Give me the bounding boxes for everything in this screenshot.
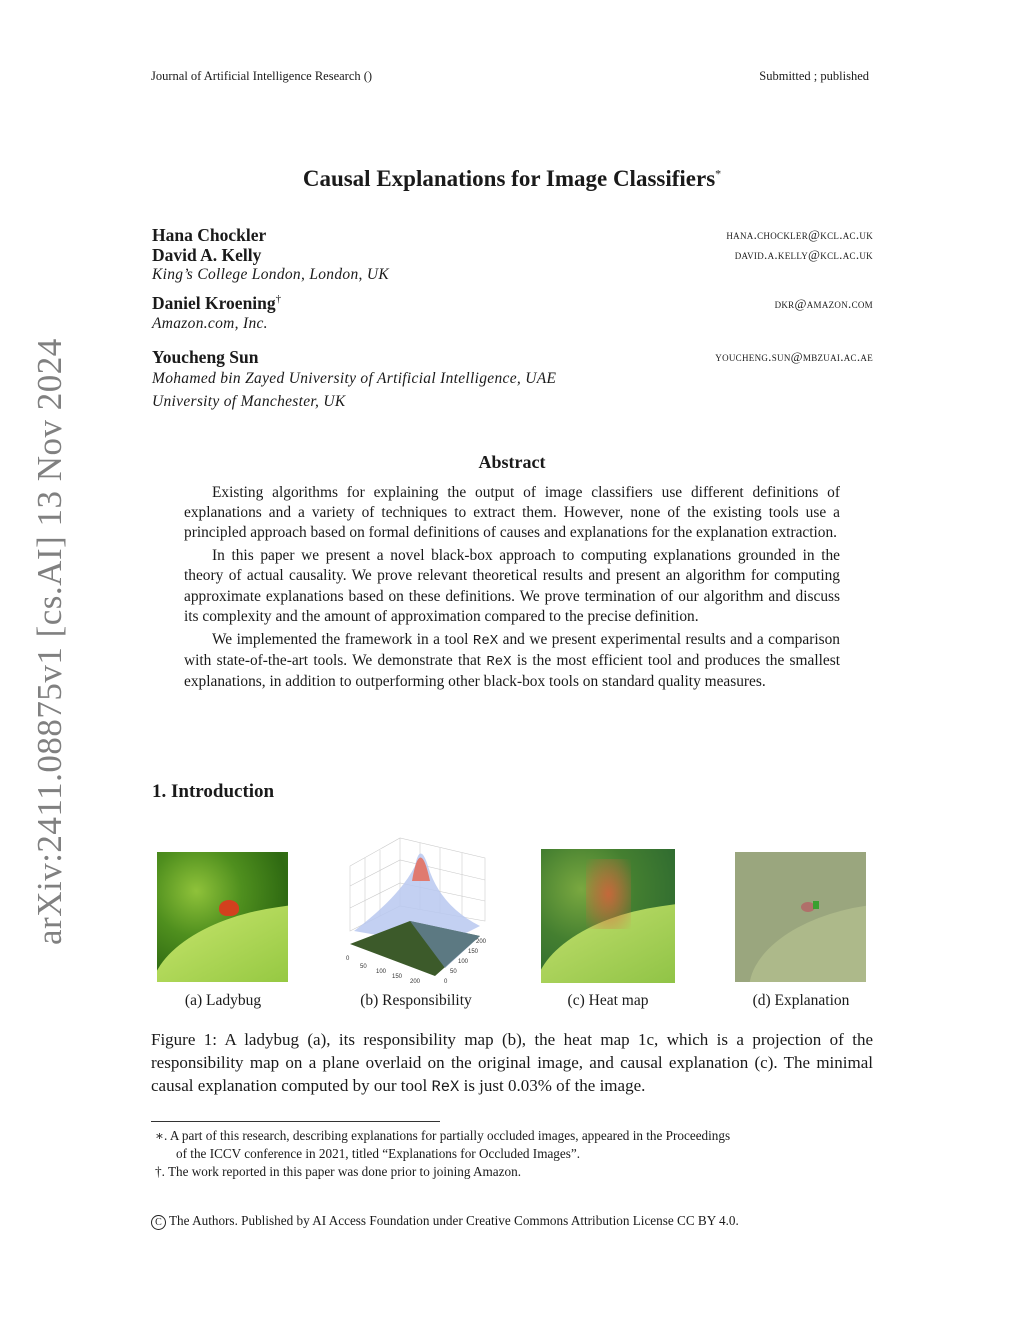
- author-name: Youcheng Sun: [152, 347, 259, 367]
- x-tick: 150: [392, 974, 403, 980]
- author-affiliation: University of Manchester, UK: [152, 393, 346, 410]
- author-affiliation: Amazon.com, Inc.: [152, 315, 268, 332]
- author-email[interactable]: youcheng.sun@mbzuai.ac.ae: [715, 349, 873, 364]
- footnote: [155, 1127, 873, 1181]
- tool-name: ReX: [472, 632, 499, 649]
- responsibility-3d-plot: [340, 836, 492, 988]
- footnote-text: The work reported in this paper was done prior to joining Amazon.: [167, 1164, 522, 1179]
- author-affiliation: King’s College London, London, UK: [152, 266, 389, 283]
- arxiv-identifier: arXiv:2411.08875v1 [cs.AI] 13 Nov 2024: [30, 338, 69, 945]
- abstract-paragraph: [184, 630, 840, 693]
- ladybug-icon: [219, 900, 239, 916]
- footnote-mark: ∗.: [155, 1128, 168, 1143]
- abstract-paragraph: In this paper we present a novel black-box approach to computing explanations grounded in the theory of actual causality. We prove relevant theoretical results and present an algorithm for computing approximate explanations based on these definitions. We prove termination of our algorithm and discuss its complexity and the amount of approximation compared to the precise definition.: [184, 547, 840, 625]
- ladybug-image: [157, 852, 288, 982]
- x-tick: 0: [346, 956, 350, 962]
- y-tick: 0: [444, 979, 448, 985]
- abstract-body: [184, 483, 840, 695]
- subcaption: (c) Heat map: [567, 992, 649, 1009]
- text: and we present experimental results and a comparison with state-of-the-art tools. We demonstrate that: [184, 630, 840, 669]
- journal-header: Journal of Artificial Intelligence Research (): [151, 69, 373, 83]
- text: is just 0.03% of the image.: [459, 1076, 646, 1095]
- section-heading: 1. Introduction: [152, 781, 275, 802]
- footnote-rule: [151, 1121, 440, 1122]
- paper-title: [0, 166, 1024, 192]
- footnote-text: A part of this research, describing explanations for partially occluded images, appeared in the Proceedings: [169, 1128, 731, 1143]
- footnote-mark: †.: [155, 1164, 165, 1179]
- tool-name: ReX: [431, 1078, 460, 1096]
- copyright-notice: [151, 1213, 739, 1230]
- author-name: Hana Chockler: [152, 225, 267, 245]
- subcaption: (d) Explanation: [752, 992, 850, 1009]
- x-tick: 100: [376, 969, 387, 975]
- y-tick: 200: [476, 939, 487, 945]
- title-footnote-mark: *: [715, 166, 722, 181]
- subcaption: (b) Responsibility: [360, 992, 472, 1009]
- abstract-heading: Abstract: [478, 452, 546, 472]
- author-name: [152, 293, 281, 314]
- title-text: Causal Explanations for Image Classifiers: [302, 166, 716, 191]
- copyright-icon: C: [151, 1215, 166, 1230]
- x-tick: 200: [410, 979, 421, 985]
- heatmap-image: [541, 849, 675, 983]
- tool-name: ReX: [486, 653, 512, 670]
- abstract-paragraph: Existing algorithms for explaining the output of image classifiers use different definitions of explanations and a variety of techniques to extract them. However, none of the existing tools use a principled approach based on formal definitions of causes and explanations for the explanation extraction.: [184, 484, 840, 542]
- author-name-text: Daniel Kroening: [152, 293, 276, 313]
- author-email[interactable]: david.a.kelly@kcl.ac.uk: [734, 247, 873, 262]
- author-name: David A. Kelly: [152, 245, 262, 265]
- y-tick: 50: [450, 969, 457, 975]
- footnote-text: of the ICCV conference in 2021, titled “Explanations for Occluded Images”.: [176, 1146, 581, 1161]
- subcaption: (a) Ladybug: [184, 992, 262, 1009]
- explanation-image: [735, 852, 866, 982]
- figure-caption: [151, 1028, 873, 1099]
- submission-header: Submitted ; published: [759, 69, 869, 83]
- x-tick: 50: [360, 964, 367, 970]
- author-email[interactable]: dkr@amazon.com: [774, 296, 873, 311]
- text: We implemented the framework in a tool: [212, 630, 473, 648]
- y-tick: 150: [468, 949, 479, 955]
- author-affiliation: Mohamed bin Zayed University of Artificial Intelligence, UAE: [152, 370, 557, 387]
- author-footnote-mark: †: [275, 293, 282, 306]
- y-tick: 100: [458, 959, 469, 965]
- copyright-text: The Authors. Published by AI Access Foundation under Creative Commons Attribution License CC BY 4.0.: [169, 1213, 739, 1228]
- text: Figure 1: A ladybug (a), its responsibility map (b), the heat map 1c, which is a projection of the responsibility map on a plane overlaid on the original image, and causal explanation (c). The minimal causal explanation computed by our tool: [151, 1030, 873, 1095]
- text: is the most efficient tool and produces the smallest explanations, in addition to outperforming other black-box tools on standard quality measures.: [184, 651, 840, 691]
- author-email[interactable]: hana.chockler@kcl.ac.uk: [726, 227, 873, 242]
